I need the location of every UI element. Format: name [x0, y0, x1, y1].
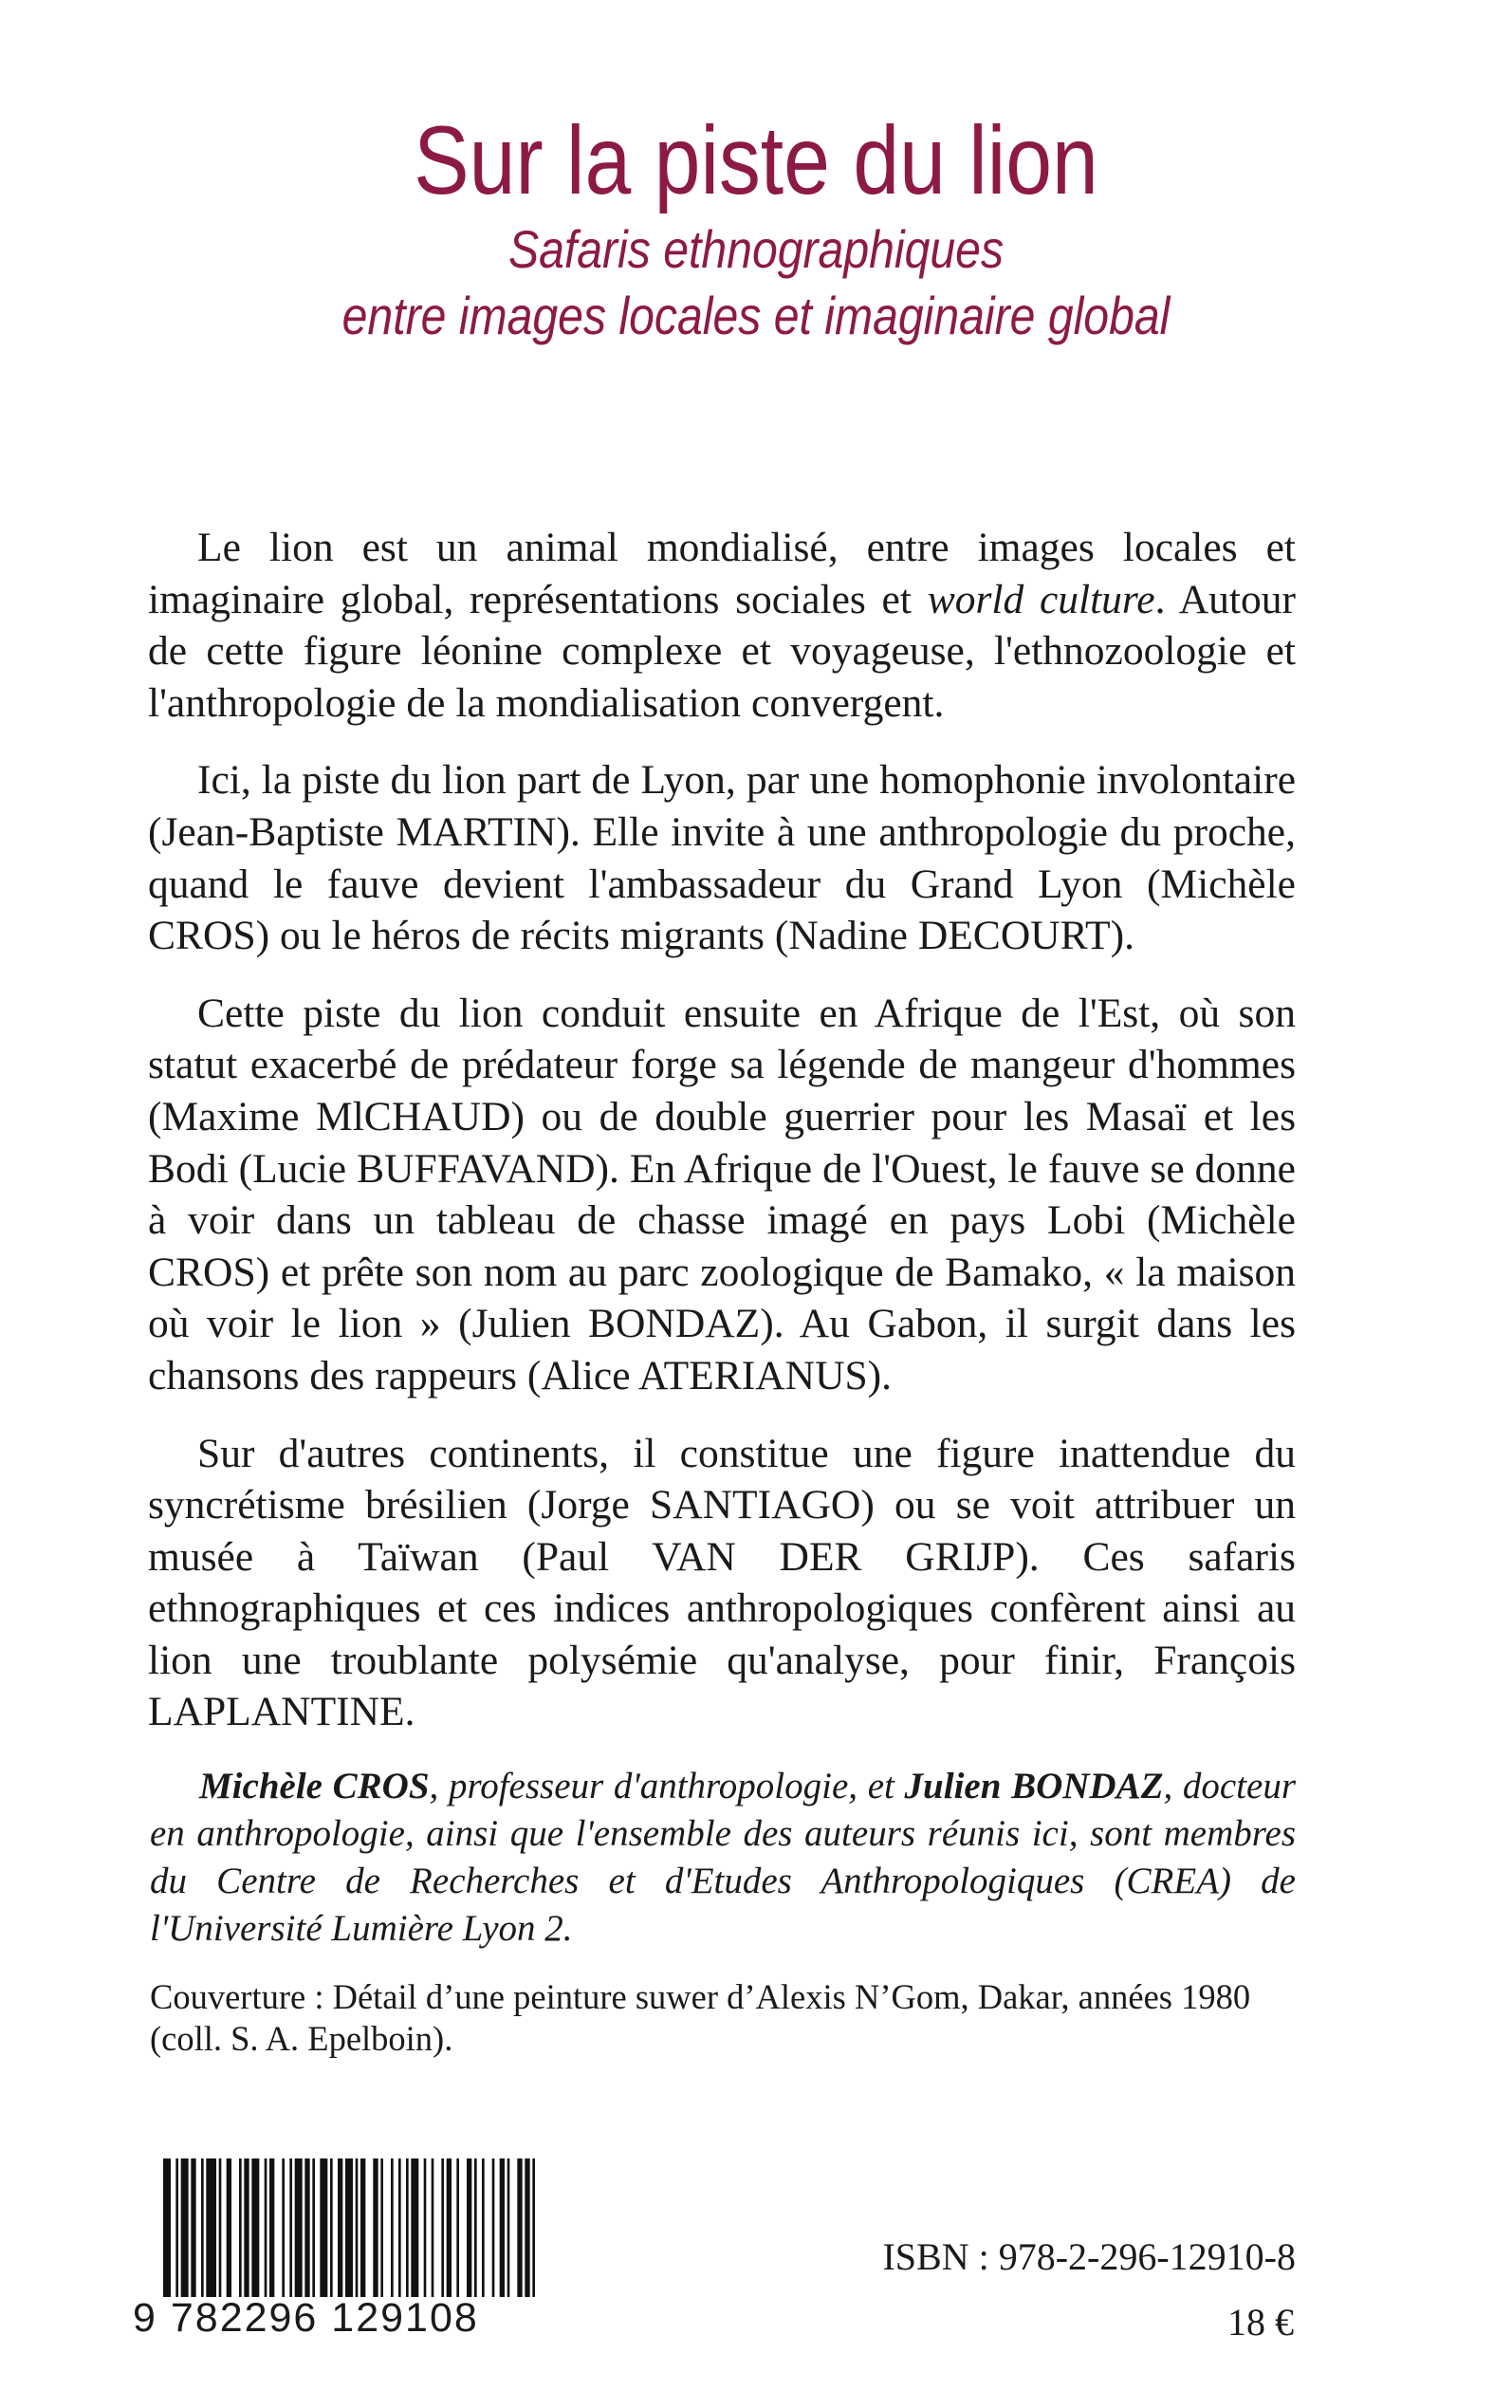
barcode-bar [206, 2158, 216, 2297]
barcode-bar [441, 2158, 444, 2297]
barcode-bar [175, 2158, 178, 2297]
barcode-bar [456, 2158, 459, 2297]
barcode-bar [411, 2158, 418, 2297]
blurb-paragraph-4: Sur d'autres continents, il constitue une figure inattendue du syncrétisme brésilien (Jorge SANTIAGO) ou se voit attribuer un musée à Taïwan (Paul VAN DER GRIJP). Ces safaris ethnographiques et ces indices anthropologiques confèrent ainsi au lion une troublante polysémie qu'analyse, pour finir, François LAPLANTINE. [148, 1430, 1296, 1735]
barcode-bar [304, 2158, 309, 2297]
barcode-bar [191, 2158, 195, 2297]
barcode-digits: 9 782296 129108 [133, 2295, 479, 2341]
barcode-bar [201, 2158, 204, 2297]
barcode-bar [447, 2158, 452, 2297]
barcode-bar [507, 2158, 510, 2297]
back-cover-blurb [148, 522, 1296, 1764]
barcode-bar [338, 2158, 342, 2297]
author-name-1: Michèle CROS [199, 1766, 430, 1806]
author-bio-text-2: , docteur en anthropologie, ainsi que l'ensemble des auteurs réunis ici, sont membres du Centre de Recherches et d'Etudes Anthropologiques (CREA) de l'Université Lumière Lyon 2. [150, 1766, 1297, 1949]
barcode-bar [219, 2158, 222, 2297]
barcode-bar [239, 2158, 242, 2297]
book-title: Sur la piste du lion [414, 106, 1098, 214]
barcode-bar [525, 2158, 529, 2297]
blurb-paragraph-1 [148, 522, 1296, 729]
barcode-bar [265, 2158, 267, 2297]
p1-text-after: . Autour de cette figure léonine complexe et voyageuse, l'ethnozoologie et l'anthropologie de la mondialisation convergent. [148, 576, 1297, 726]
barcode-bar [360, 2158, 365, 2297]
blurb-paragraph-2: Ici, la piste du lion part de Lyon, par une homophonie involontaire (Jean-Baptiste MARTIN). Elle invite à une anthropologie du proche, quand le fauve devient l'ambassadeur du Grand Lyon (Michèle CROS) ou le héros de récits migrants (Nadine DECOURT). [148, 757, 1296, 959]
barcode-bar [406, 2158, 409, 2297]
barcode-bar [282, 2158, 285, 2297]
barcode-bar [330, 2158, 333, 2297]
barcode-bar [373, 2158, 378, 2297]
barcode-bar [289, 2158, 292, 2297]
barcode-bar [391, 2158, 394, 2297]
barcode-bar [244, 2158, 249, 2297]
barcode-bar [227, 2158, 231, 2297]
cover-credit: Couverture : Détail d’une peinture suwer d’Alexis N’Gom, Dakar, années 1980 (coll. S. A. Epelboin). [150, 1977, 1251, 2058]
barcode-bar [380, 2158, 383, 2297]
p1-emphasis: world culture [927, 576, 1155, 622]
barcode-bar [467, 2158, 471, 2297]
barcode-bar [424, 2158, 427, 2297]
barcode-bar [532, 2158, 535, 2297]
author-name-2: Julien BONDAZ [904, 1766, 1164, 1806]
barcode-bar [181, 2158, 189, 2297]
barcode-bar [345, 2158, 353, 2297]
barcode-bar [356, 2158, 359, 2297]
p1-text-before: Le lion est un animal mondialisé, entre images locales et imaginaire global, représentations sociales et [148, 525, 1296, 622]
barcode-bar [163, 2158, 171, 2297]
author-bio [150, 1763, 1296, 1953]
author-bio-text-1: , professeur d'anthropologie, et [429, 1766, 905, 1806]
barcode-bar [269, 2158, 274, 2297]
barcode-bar [517, 2158, 522, 2297]
barcode-bar [295, 2158, 303, 2297]
barcode-bar [320, 2158, 327, 2297]
isbn-label: ISBN : 978-2-296-12910-8 [882, 2235, 1296, 2278]
barcode-bar [312, 2158, 315, 2297]
blurb-paragraph-3: Cette piste du lion conduit ensuite en Afrique de l'Est, où son statut exacerbé de prédateur forge sa légende de mangeur d'hommes (Maxime MlCHAUD) ou de double guerrier pour les Masaï et les Bodi (Lucie BUFFAVAND). En Afrique de l'Ouest, le fauve se donne à voir dans un tableau de chasse imagé en pays Lobi (Michèle CROS) et prête son nom au parc zoologique de Bamako, « la maison où voir le lion » (Julien BONDAZ). Au Gabon, il surgit dans les chansons des rappeurs (Alice ATERIANUS). [148, 990, 1296, 1398]
barcode-image [163, 2158, 543, 2297]
barcode-bar [251, 2158, 259, 2297]
barcode-bar [398, 2158, 401, 2297]
barcode-bar [500, 2158, 505, 2297]
subtitle-line-1: Safaris ethnographiques [507, 219, 1005, 279]
subtitle-line-2: entre images locales et imaginaire global [341, 286, 1171, 345]
barcode-bar [432, 2158, 434, 2297]
barcode-bar [492, 2158, 495, 2297]
barcode-bar [474, 2158, 477, 2297]
barcode-bar [482, 2158, 485, 2297]
price-label: 18 € [1227, 2301, 1294, 2343]
